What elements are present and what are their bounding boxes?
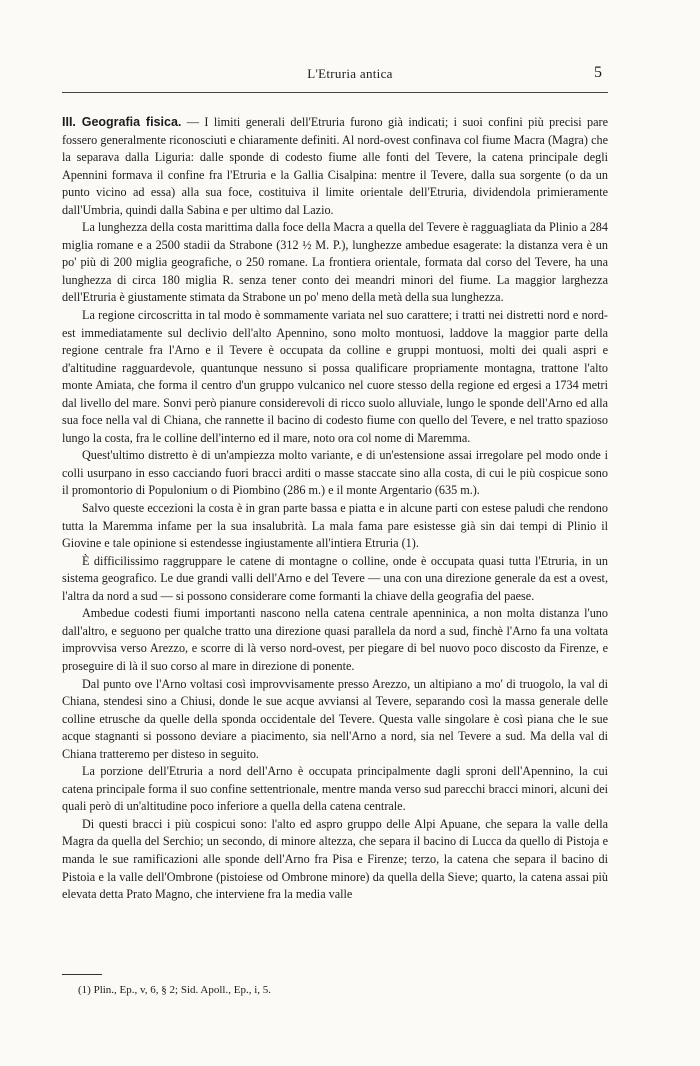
paragraph-1 <box>62 114 608 219</box>
paragraph-9: La porzione dell'Etruria a nord dell'Arno è occupata principalmente dagli sproni dell'Apennino, la cui catena principale forma il suo confine settentrionale, mentre manda verso sud parecchi bracci minori, alcuni dei quali però di un'altitudine poco inferiore a quella della catena centrale. <box>62 764 608 814</box>
paragraph-3: La regione circoscritta in tal modo è sommamente variata nel suo carattere; i tratti nei distretti nord e nord-est immediatamente sul declivio dell'alto Apennino, sono molto montuosi, laddove la maggior parte della regione centrale fra l'Arno e il Tevere è occupata da colline e gruppi montuosi, molti dei quali aspri e d'altitudine ragguardevole, quantunque nessuno si possa qualificare propriamente montagna, trattone l'alto monte Amiata, che forma il centro d'un gruppo vulcanico nel cuore stesso della regione ed ergesi a 1734 metri dal livello del mare. Sonvi però pianure considerevoli di ricco suolo alluviale, lungo le sponde dell'Arno ed alla sua foce nella val di Chiana, che rannette il bacino di codesto fiume con quello del Tevere, e nel tratto spazioso lungo la costa, fra le colline dell'interno ed il mare, noto ora col nome di Maremma. <box>62 308 608 445</box>
paragraph-7: Ambedue codesti fiumi importanti nascono nella catena centrale apenninica, a non molta distanza l'uno dall'altro, e seguono per qualche tratto una direzione quasi parallela da nord a sud, finchè l'Arno fa una voltata improvvisa verso Arezzo, e scorre di là verso nord-ovest, per piegare di bel nuovo poco discosto da Firenze, e proseguire di là il suo corso al mare in direzione di ponente. <box>62 606 608 673</box>
running-title: L'Etruria antica <box>307 66 393 81</box>
paragraph-4: Quest'ultimo distretto è di un'ampiezza molto variante, e di un'estensione assai irregolare pel modo onde i colli usurpano in esso cacciando fuori bracci arditi o masse staccate sino alla costa, di cui le più cospicue sono il promontorio di Populonium o di Piombino (286 m.) e il monte Argentario (635 m.). <box>62 448 608 498</box>
paragraph-5: Salvo queste eccezioni la costa è in gran parte bassa e piatta e in alcune parti con estese paludi che rendono tutta la Maremma infame per la sua insalubrità. La mala fama pare esistesse già sin dai tempi di Plinio il Giovine e tale opinione si estendesse ingiustamente all'intiera Etruria (1). <box>62 501 608 551</box>
footnote: (1) Plin., Ep., v, 6, § 2; Sid. Apoll., Ep., i, 5. <box>78 984 272 996</box>
paragraph-8: Dal punto ove l'Arno voltasi così improvvisamente presso Arezzo, un altipiano a mo' di truogolo, la val di Chiana, stendesi sino a Chiusi, donde le sue acque avviansi al Tevere, separando così la massa generale delle colline etrusche da quelle della sponda occidentale del Tevere. Questa valle singolare è così piana che le sue acque stagnanti si possono deviare a piacimento, sia nell'Arno a nord, sia nel Tevere a sud. Ma della val di Chiana tratteremo per disteso in seguito. <box>62 676 608 761</box>
body-text <box>62 114 608 904</box>
page-number: 5 <box>594 64 602 81</box>
paragraph-6: È difficilissimo raggruppare le catene di montagne o colline, onde è occupata quasi tutta l'Etruria, in un sistema geografico. Le due grandi valli dell'Arno e del Tevere — una con una direzione generale da est a ovest, l'altra da nord a sud — si possono considerare come formanti la chiave della geografia del paese. <box>62 553 608 603</box>
header-rule <box>62 92 608 93</box>
paragraph-1-text: I limiti generali dell'Etruria furono già indicati; i suoi confini più precisi pare fossero generalmente riconosciuti e chiaramente definiti. Al nord-ovest confinava col fiume Macra (Magra) che la separava dalla Liguria: dalle sponde di codesto fiume alle fonti del Tevere, la catena principale degli Apennini formava il confine fra l'Etruria e la Gallia Cisalpina: mentre il Tevere, dalla sua sorgente (o da un punto vicino ad essa) alla sua foce, costituiva il limite orientale dell'Etruria, dividendola primieramente dall'Umbria, quindi dalla Sabina e per ultimo dal Lazio. <box>62 115 609 217</box>
footnote-rule <box>62 974 102 975</box>
paragraph-2: La lunghezza della costa marittima dalla foce della Macra a quella del Tevere è ragguagliata da Plinio a 284 miglia romane e a 2500 stadii da Strabone (312 ½ M. P.), lunghezze ambedue esagerate: la distanza vera è un po' più di 200 miglia geografiche, o 250 romane. La frontiera orientale, formata dal corso del Tevere, ha una lunghezza di circa 180 miglia R. senza tener conto dei meandri minori del fiume. La maggior larghezza dell'Etruria è giustamente stimata da Strabone un po' meno della metà della sua lunghezza. <box>62 220 608 305</box>
section-title: III. Geografia fisica. <box>62 115 182 129</box>
section-dash: — <box>181 115 205 129</box>
running-head <box>0 66 700 86</box>
paragraph-10: Di questi bracci i più cospicui sono: l'alto ed aspro gruppo delle Alpi Apuane, che separa la valle della Magra da quella del Serchio; un secondo, di minore altezza, che separa il bacino di Lucca da quello di Pistoja e manda le sue ramificazioni alle sponde dell'Arno fra Pisa e Firenze; terzo, la catena che separa il bacino di Pistoia e la valle dell'Ombrone (pistoiese od Ombrone minore) da quella della Sieve; quarto, la catena assai più elevata detta Prato Magno, che interviene fra la media valle <box>62 816 608 902</box>
